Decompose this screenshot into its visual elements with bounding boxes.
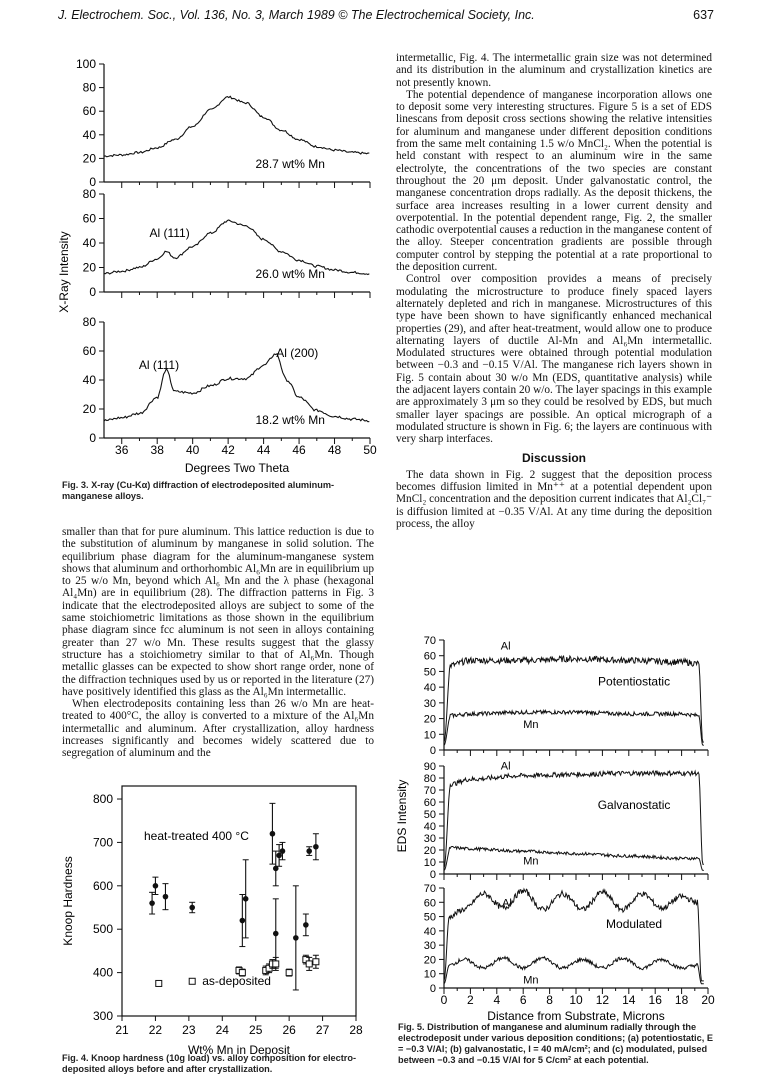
x-tick-label: 50 — [363, 443, 377, 457]
y-tick-label: 40 — [423, 682, 436, 695]
heat-treated-point — [303, 922, 309, 928]
x-tick-label: 20 — [701, 993, 715, 1007]
y-tick-label: 90 — [423, 761, 436, 773]
x-tick-label: 2 — [467, 993, 474, 1007]
y-tick-label: 60 — [423, 897, 436, 910]
al-series-label: Al — [502, 897, 512, 910]
y-tick-label: 20 — [423, 954, 436, 967]
as-deposited-point — [313, 959, 319, 965]
y-tick-label: 60 — [82, 344, 96, 358]
y-tick-label: 20 — [423, 845, 436, 857]
x-axis-title: Degrees Two Theta — [184, 461, 290, 475]
y-tick-label: 400 — [92, 965, 113, 980]
x-tick-label: 6 — [519, 993, 527, 1007]
composition-label: 26.0 wt% Mn — [255, 267, 325, 281]
x-tick-label: 18 — [674, 993, 689, 1007]
y-tick-label: 0 — [429, 869, 436, 881]
as-deposited-point — [189, 978, 195, 984]
x-tick-label: 4 — [493, 993, 501, 1007]
y-tick-label: 50 — [423, 666, 436, 679]
x-axis-title: Wt% Mn in Deposit — [187, 1043, 291, 1057]
as-deposited-point — [306, 961, 312, 967]
y-tick-label: 800 — [92, 792, 113, 807]
y-tick-label: 20 — [423, 713, 436, 726]
y-tick-label: 10 — [423, 857, 436, 869]
y-tick-label: 30 — [423, 697, 436, 710]
mn-series-label: Mn — [523, 974, 539, 987]
right-paragraph: intermetallic, Fig. 4. The intermetallic grain size was not determined and its distribution in the aluminum and crystallization kinetics are not presently known. — [396, 52, 712, 89]
heat-treated-point — [243, 896, 249, 902]
y-tick-label: 30 — [423, 833, 436, 845]
x-tick-label: 25 — [249, 1023, 263, 1037]
x-tick-label: 27 — [315, 1023, 330, 1037]
y-tick-label: 40 — [423, 925, 436, 938]
x-tick-label: 36 — [115, 443, 129, 457]
x-tick-label: 8 — [546, 993, 553, 1007]
left-paragraph: smaller than that for pure aluminum. This lattice reduction is due to the substitution of aluminum by manganese in solid solution. The equilibrium phase diagram for the aluminum-manganese system shows that aluminum and orthorhombic Al₆Mn are in equilibrium up to 25 w/o Mn, beyond which Al₆ Mn and the λ phase (hexagonal Al₄Mn) are in equilibrium (28). The diffraction patterns in Fig. 3 indicate that the electrodeposited alloys are subject to some of the same stoichiometric limitations as those shown in the equilibrium phase diagram since fcc aluminum is not seen in alloys containing greater than 27 w/o Mn. These results suggest that the glassy structure has a stoichiometry similar to that of Al₆Mn. Though metallic glasses can be expected to show short range order, none of the diffraction techniques used by us or reported in the literature (27) have positively identified this glass as the Al₆Mn intermetallic. — [62, 526, 374, 698]
diffraction-curve — [104, 96, 369, 157]
y-axis-title: Knoop Hardness — [61, 856, 75, 946]
peak-label: Al (111) — [149, 226, 190, 240]
y-tick-label: 10 — [423, 729, 436, 742]
right-paragraph: The potential dependence of manganese incorporation allows one to deposit some very interesting structures. Figure 5 is a set of EDS linescans from deposit cross sections showing the relative intensities for aluminum and manganese under different deposition conditions from the same melt containing 1.5 w/o MnCl₂. When the potential is held constant with respect to an aluminum wire in the same electrolyte, the concentrations of the two species are constant throughout the 20 μm deposit. Under galvanostatic control, the manganese concentration drops radially. As the deposit thickens, the surface area increases resulting in a lower current density and overpotential. In the potential dependent range, Fig. 2, the smaller cathodic overpotential causes a reduction in the manganese content of the alloy. Steeper concentration gradients are possible through computer control by stepping the potential at a rate proportional to the deposition current. — [396, 88, 712, 274]
y-tick-label: 600 — [92, 878, 113, 893]
x-tick-label: 40 — [185, 443, 200, 457]
y-tick-label: 40 — [82, 236, 96, 250]
y-tick-label: 300 — [92, 1009, 113, 1023]
x-tick-label: 21 — [115, 1023, 129, 1037]
x-tick-label: 26 — [282, 1023, 296, 1037]
mn-trace — [444, 957, 704, 984]
x-tick-label: 44 — [256, 443, 271, 457]
fig5-eds-chart — [392, 626, 720, 1026]
y-tick-label: 40 — [423, 821, 436, 833]
composition-label: 28.7 wt% Mn — [255, 157, 325, 171]
heat-treated-point — [149, 900, 155, 906]
y-tick-label: 0 — [89, 431, 96, 445]
y-tick-label: 40 — [82, 373, 96, 387]
heat-treated-point — [240, 918, 246, 924]
journal-citation: J. Electrochem. Soc., Vol. 136, No. 3, March 1989 © The Electrochemical Society, Inc. — [58, 8, 535, 22]
mn-series-label: Mn — [523, 855, 539, 868]
y-tick-label: 50 — [423, 809, 436, 821]
y-tick-label: 60 — [82, 211, 96, 226]
heat-treated-label: heat-treated 400 °C — [144, 829, 249, 844]
y-tick-label: 0 — [429, 983, 436, 995]
heat-treated-point — [153, 883, 159, 889]
as-deposited-point — [156, 980, 162, 986]
x-tick-label: 16 — [648, 993, 662, 1007]
x-tick-label: 48 — [327, 443, 342, 457]
y-tick-label: 0 — [89, 175, 96, 189]
x-tick-label: 10 — [569, 993, 583, 1007]
heat-treated-point — [163, 894, 169, 900]
heat-treated-point — [273, 931, 279, 937]
y-tick-label: 700 — [92, 835, 113, 850]
heat-treated-point — [293, 935, 299, 941]
as-deposited-label: as-deposited — [202, 973, 271, 988]
y-tick-label: 20 — [82, 260, 96, 275]
peak-label: Al (200) — [276, 346, 319, 360]
y-tick-label: 0 — [89, 285, 96, 299]
y-tick-label: 80 — [82, 187, 96, 201]
x-tick-label: 38 — [150, 443, 164, 457]
x-tick-label: 14 — [622, 993, 636, 1007]
heat-treated-point — [189, 905, 195, 911]
heat-treated-point — [306, 848, 312, 854]
peak-label: Al (111) — [138, 358, 180, 372]
x-tick-label: 12 — [595, 993, 610, 1007]
y-tick-label: 500 — [92, 922, 113, 937]
discussion-heading: Discussion — [521, 450, 587, 465]
discussion-paragraph: The data shown in Fig. 2 suggest that the deposition process becomes diffusion limited in Mn⁺⁺ at a potential dependent upon MnCl₂ concentration and the deposition current indicates that Al₂Cl₇⁻ is diffusion limited at −0.35 V/Al. At any time during the deposition process, the alloy — [396, 468, 712, 530]
y-tick-label: 50 — [423, 911, 436, 924]
condition-label: Modulated — [606, 917, 663, 931]
x-tick-label: 24 — [215, 1023, 229, 1037]
left-column-text — [62, 526, 374, 760]
right-column-text — [396, 52, 712, 530]
x-tick-label: 28 — [349, 1023, 363, 1037]
mn-trace — [444, 710, 704, 745]
left-paragraph: When electrodeposits containing less than 26 w/o Mn are heat-treated to 400°C, the alloy is converted to a mixture of the Al₆Mn intermetallic and aluminum. After crystallization, alloy hardness increases significantly and becomes widely scattered due to segregation of aluminum and the — [62, 698, 374, 760]
x-tick-label: 0 — [440, 993, 448, 1007]
heat-treated-point — [270, 831, 276, 837]
heat-treated-point — [313, 844, 319, 850]
y-tick-label: 60 — [82, 104, 96, 119]
fig4-caption: Fig. 4. Knoop hardness (10g load) vs. alloy composition for electro-deposited alloys before and after crystallization. — [62, 1053, 357, 1074]
y-tick-label: 40 — [82, 127, 96, 142]
y-axis-title: X-Ray Intensity — [57, 231, 71, 313]
fig4-hardness-chart — [58, 780, 378, 1058]
x-tick-label: 46 — [292, 443, 306, 457]
running-header — [58, 8, 714, 28]
fig5-caption: Fig. 5. Distribution of manganese and aluminum radially through the electrodeposit under various deposition conditions; (a) potentiostatic, E = −0.3 V/Al; (b) galvanostatic, I = 40 mA/cm²; and (c) modulated, pulsed between −0.3 and −0.15 V/Al for 5 C/cm² at each potential. — [398, 1022, 713, 1065]
y-tick-label: 60 — [423, 797, 436, 809]
x-tick-label: 42 — [221, 443, 235, 457]
right-paragraph: Control over composition provides a means of precisely modulating the microstructure to produce finely spaced layers alternately depleted and rich in manganese. Microstructures of this type have been shown to have significantly enhanced mechanical properties (29), and after heat-treatment, would allow one to produce alternating layers of ductile Al-Mn and Al₆Mn intermetallic. Modulated structures were obtained through potential modulation between −0.3 and −0.15 V/Al. The manganese rich layers shown in Fig. 5 contain about 30 w/o Mn (EDS, quantitative analysis) while the adjacent layers contain 20 w/o. The layer spacings in this example are approximately 3 μm so they could be resolved by EDS, but much smaller layer spacings are possible. An optical micrograph of a modulated structure is shown in Fig. 6; the layers are continuous with very sharp interfaces. — [396, 273, 713, 446]
y-tick-label: 70 — [423, 883, 436, 895]
al-trace — [444, 656, 704, 742]
fig3-xrd-chart — [52, 52, 382, 482]
page-number: 637 — [693, 8, 714, 22]
as-deposited-point — [286, 970, 292, 976]
y-tick-label: 80 — [82, 80, 96, 95]
y-tick-label: 100 — [75, 57, 96, 71]
as-deposited-point — [273, 961, 279, 967]
mn-trace — [444, 847, 704, 871]
y-tick-label: 70 — [423, 635, 436, 647]
y-tick-label: 80 — [423, 773, 436, 785]
condition-label: Potentiostatic — [598, 674, 671, 689]
x-axis-title: Distance from Substrate, Microns — [487, 1009, 665, 1023]
y-tick-label: 80 — [82, 315, 96, 329]
y-tick-label: 20 — [82, 402, 96, 416]
y-tick-label: 60 — [423, 650, 436, 663]
mn-series-label: Mn — [523, 719, 539, 731]
y-tick-label: 20 — [82, 151, 96, 166]
y-tick-label: 0 — [429, 745, 436, 757]
x-tick-label: 23 — [182, 1023, 196, 1037]
condition-label: Galvanostatic — [597, 798, 671, 813]
y-tick-label: 70 — [423, 785, 436, 797]
diffraction-curve — [104, 220, 369, 275]
y-tick-label: 30 — [423, 940, 436, 953]
composition-label: 18.2 wt% Mn — [255, 413, 325, 427]
al-series-label: Al — [500, 640, 511, 653]
heat-treated-point — [280, 848, 286, 854]
y-tick-label: 10 — [423, 968, 436, 981]
y-axis-title: EDS Intensity — [395, 779, 409, 853]
x-tick-label: 22 — [148, 1023, 163, 1037]
al-series-label: Al — [500, 760, 511, 773]
fig3-caption: Fig. 3. X-ray (Cu-Kα) diffraction of electrodeposited aluminum-manganese alloys. — [62, 480, 335, 501]
